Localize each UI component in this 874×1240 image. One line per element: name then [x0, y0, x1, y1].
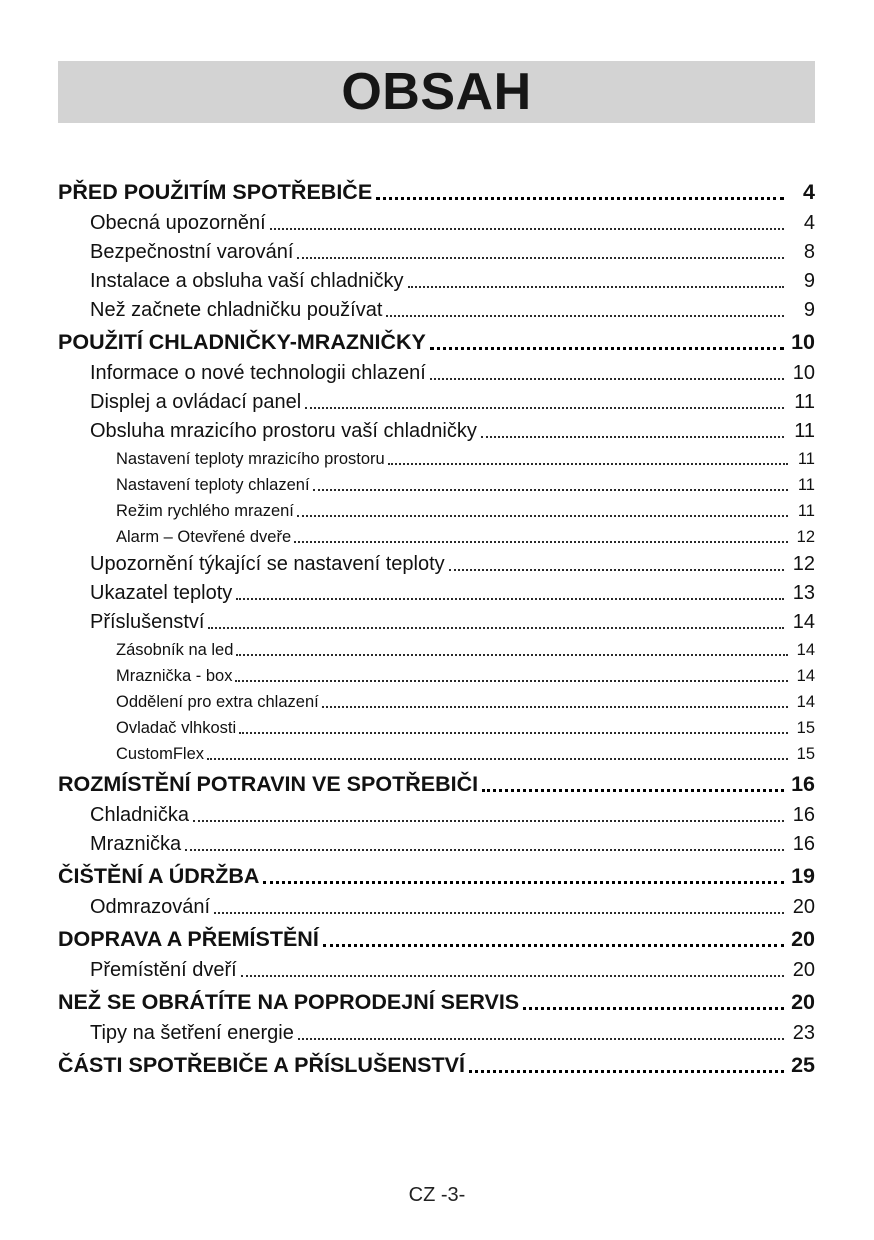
toc-entry-page-number: 10 — [791, 330, 815, 354]
toc-entry-page-number: 23 — [792, 1022, 815, 1044]
toc-entry — [58, 801, 815, 830]
dot-leader — [294, 524, 788, 543]
toc-entry-page-number: 11 — [794, 391, 815, 413]
toc-entry-label: Zásobník na led — [116, 641, 234, 659]
dot-leader — [388, 446, 788, 465]
toc-entry-page-number: 20 — [791, 927, 815, 951]
toc-entry-page-number: 19 — [791, 864, 815, 888]
toc-entry-page-number: 15 — [796, 745, 815, 763]
dot-leader — [408, 267, 784, 288]
toc-entry — [58, 767, 815, 801]
dot-leader — [239, 715, 788, 734]
toc-entry — [58, 388, 815, 417]
toc-entry-page-number: 8 — [803, 241, 815, 263]
toc-entry-label: Odmrazování — [90, 896, 211, 918]
page-footer: CZ -3- — [408, 1184, 466, 1206]
toc-entry — [58, 267, 815, 296]
toc-entry-label: Režim rychlého mrazení — [116, 502, 294, 520]
toc-entry-page-number: 12 — [796, 528, 815, 546]
dot-leader — [236, 579, 784, 600]
toc-entry — [58, 498, 815, 524]
toc-entry — [58, 715, 815, 741]
title-banner — [58, 61, 815, 123]
toc-entry-label: Oddělení pro extra chlazení — [116, 693, 319, 711]
toc-entry-page-number: 20 — [792, 896, 815, 918]
toc-entry-label: Obsluha mrazicího prostoru vaší chladničky — [90, 420, 477, 442]
dot-leader — [241, 956, 784, 977]
toc-entry — [58, 956, 815, 985]
toc-entry — [58, 446, 815, 472]
toc-entry-page-number: 4 — [803, 212, 815, 234]
toc-entry-page-number: 12 — [792, 553, 815, 575]
toc-entry-label: PŘED POUŽITÍM SPOTŘEBIČE — [58, 180, 373, 204]
toc-entry-label: Mraznička - box — [116, 667, 233, 685]
toc-entry — [58, 296, 815, 325]
dot-leader — [297, 498, 788, 517]
toc-entry — [58, 524, 815, 550]
toc-entry-page-number: 10 — [792, 362, 815, 384]
dot-leader — [235, 663, 788, 682]
dot-leader — [193, 801, 784, 822]
dot-leader — [270, 209, 784, 230]
toc-entry-page-number: 14 — [792, 611, 815, 633]
toc-entry-page-number: 11 — [797, 476, 815, 494]
toc-entry — [58, 985, 815, 1019]
dot-leader — [305, 388, 784, 409]
dot-leader — [523, 985, 784, 1010]
dot-leader — [430, 359, 784, 380]
toc-entry-label: ČÁSTI SPOTŘEBIČE A PŘÍSLUŠENSTVÍ — [58, 1053, 465, 1077]
toc-entry-label: Alarm – Otevřené dveře — [116, 528, 292, 546]
toc-entry-label: Displej a ovládací panel — [90, 391, 302, 413]
toc-entry — [58, 741, 815, 767]
toc-entry-page-number: 4 — [803, 180, 815, 204]
toc-entry — [58, 859, 815, 893]
toc-entry-label: Informace o nové technologii chlazení — [90, 362, 426, 384]
toc-entry-page-number: 11 — [797, 502, 815, 520]
toc-entry-page-number: 20 — [791, 990, 815, 1014]
dot-leader — [482, 767, 784, 792]
dot-leader — [430, 325, 784, 350]
toc-entry-label: DOPRAVA A PŘEMÍSTĚNÍ — [58, 927, 319, 951]
toc-entry-page-number: 11 — [797, 450, 815, 468]
toc-entry-label: ČIŠTĚNÍ A ÚDRŽBA — [58, 864, 260, 888]
toc-entry-label: Bezpečnostní varování — [90, 241, 294, 263]
toc-entry-page-number: 14 — [796, 641, 815, 659]
dot-leader — [313, 472, 788, 491]
toc-entry — [58, 922, 815, 956]
toc-entry-page-number: 9 — [803, 299, 815, 321]
toc-entry — [58, 1019, 815, 1048]
dot-leader — [469, 1048, 784, 1073]
dot-leader — [263, 859, 784, 884]
toc-entry-label: POUŽITÍ CHLADNIČKY-MRAZNIČKY — [58, 330, 426, 354]
dot-leader — [214, 893, 784, 914]
dot-leader — [376, 175, 784, 200]
toc-entry-page-number: 14 — [796, 693, 815, 711]
toc-entry-page-number: 25 — [791, 1053, 815, 1077]
dot-leader — [236, 637, 788, 656]
toc-entry — [58, 608, 815, 637]
toc-entry-label: Chladnička — [90, 804, 189, 826]
toc-entry — [58, 579, 815, 608]
toc-entry — [58, 417, 815, 446]
dot-leader — [185, 830, 784, 851]
toc-entry-label: Nastavení teploty chlazení — [116, 476, 310, 494]
toc-entry-label: CustomFlex — [116, 745, 205, 763]
toc-entry — [58, 689, 815, 715]
toc-entry-label: Než začnete chladničku používat — [90, 299, 383, 321]
dot-leader — [208, 608, 784, 629]
toc-entry-label: Mraznička — [90, 833, 182, 855]
toc-entry — [58, 238, 815, 267]
dot-leader — [297, 238, 784, 259]
toc-entry-label: NEŽ SE OBRÁTÍTE NA POPRODEJNÍ SERVIS — [58, 990, 520, 1014]
toc-entry — [58, 325, 815, 359]
toc-entry — [58, 359, 815, 388]
dot-leader — [298, 1019, 784, 1040]
toc-entry-label: ROZMÍSTĚNÍ POTRAVIN VE SPOTŘEBIČI — [58, 772, 479, 796]
toc-entry-label: Nastavení teploty mrazicího prostoru — [116, 450, 385, 468]
dot-leader — [481, 417, 784, 438]
toc-entry-page-number: 16 — [791, 772, 815, 796]
toc-entry — [58, 472, 815, 498]
toc-entry — [58, 637, 815, 663]
table-of-contents — [58, 175, 815, 1082]
toc-entry — [58, 209, 815, 238]
toc-entry-label: Přemístění dveří — [90, 959, 237, 981]
toc-entry-page-number: 14 — [796, 667, 815, 685]
toc-entry-page-number: 11 — [794, 420, 815, 442]
page-title: OBSAH — [341, 63, 532, 121]
dot-leader — [449, 550, 784, 571]
toc-entry-page-number: 16 — [792, 833, 815, 855]
toc-entry-page-number: 13 — [792, 582, 815, 604]
toc-entry-label: Obecná upozornění — [90, 212, 266, 234]
toc-entry-label: Příslušenství — [90, 611, 205, 633]
toc-entry-label: Ukazatel teploty — [90, 582, 233, 604]
toc-entry — [58, 830, 815, 859]
dot-leader — [323, 922, 784, 947]
toc-entry-page-number: 16 — [792, 804, 815, 826]
toc-entry — [58, 663, 815, 689]
dot-leader — [207, 741, 788, 760]
dot-leader — [322, 689, 788, 708]
toc-entry — [58, 1048, 815, 1082]
toc-entry — [58, 893, 815, 922]
toc-entry-page-number: 20 — [792, 959, 815, 981]
toc-entry-label: Instalace a obsluha vaší chladničky — [90, 270, 404, 292]
toc-entry-page-number: 9 — [803, 270, 815, 292]
toc-entry-label: Upozornění týkající se nastavení teploty — [90, 553, 445, 575]
toc-entry — [58, 175, 815, 209]
toc-entry-label: Ovladač vlhkosti — [116, 719, 237, 737]
toc-entry-page-number: 15 — [796, 719, 815, 737]
toc-entry-label: Tipy na šetření energie — [90, 1022, 294, 1044]
toc-entry — [58, 550, 815, 579]
dot-leader — [386, 296, 784, 317]
